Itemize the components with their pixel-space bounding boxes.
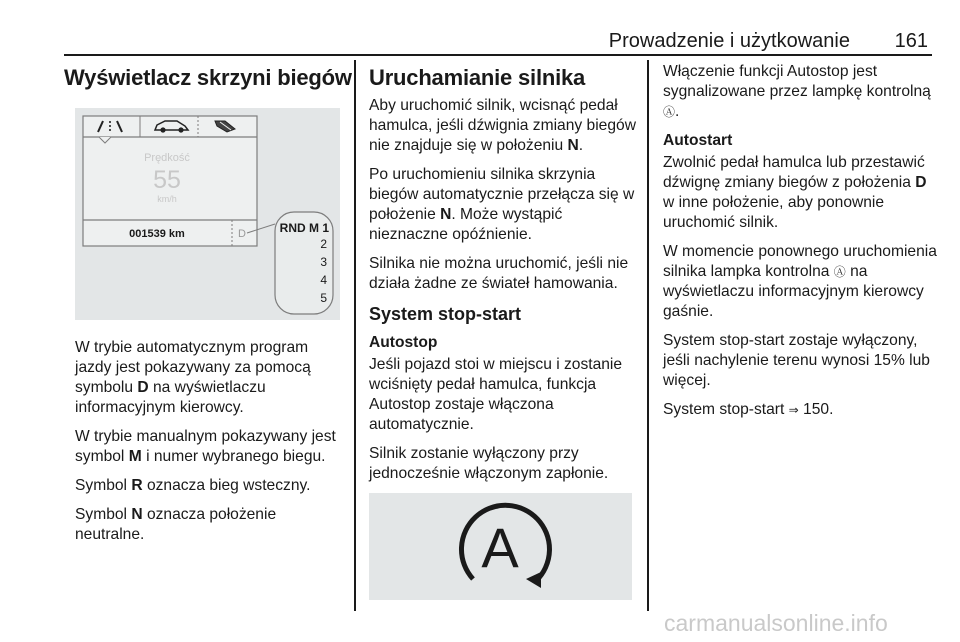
- paragraph-engine-off: Silnik zostanie wyłączony przy jednocześnie włączonym zapłonie.: [369, 445, 609, 482]
- gear-indicator: D: [238, 228, 246, 240]
- page-header-title: Prowadzenie i użytkowanie: [608, 30, 850, 52]
- autostop-lamp-illustration: [369, 493, 632, 600]
- column-1: [64, 62, 352, 554]
- paragraph-brake-lights: Silnika nie można uruchomić, jeśli nie działa żadne ze świateł hamowania.: [369, 255, 629, 292]
- autostop-lamp-icon: Ⓐ: [663, 105, 676, 119]
- watermark: carmanualsonline.info: [664, 610, 888, 636]
- paragraph-manual-mode: W trybie manualnym pokazywany jest symbol M i numer wybranego biegu.: [75, 428, 336, 465]
- paragraph-start-engine: Aby uruchomić silnik, wcisnąć pedał hamulca, jeśli dźwignia zmiany biegów nie znajduje się w położeniu N.: [369, 97, 636, 154]
- minor-heading-autostart: Autostart: [663, 132, 733, 149]
- gear-list-item: 2: [320, 237, 327, 251]
- section-heading-engine-start: Uruchamianie silnika: [369, 65, 586, 90]
- reference-arrow-icon: ⇒: [788, 403, 799, 417]
- minor-heading-autostop: Autostop: [369, 334, 438, 351]
- gear-selector-header: RND M 1: [279, 221, 329, 235]
- paragraph-after-start: Po uruchomieniu silnika skrzynia biegów automatycznie przełącza się w położenie N. Może wystąpić nieznaczne opóźnienie.: [369, 166, 635, 243]
- gear-list-item: 3: [320, 255, 327, 269]
- gearbox-display-illustration: [75, 108, 340, 320]
- autostop-symbol: [369, 493, 632, 600]
- paragraph-slope: System stop-start zostaje wyłączony, jeśli nachylenie terenu wynosi 15% lub więcej.: [663, 332, 930, 389]
- paragraph-reverse: Symbol R oznacza bieg wsteczny.: [75, 477, 311, 494]
- paragraph-neutral: Symbol N oznacza położenie neutralne.: [75, 506, 277, 543]
- page-header: [64, 26, 932, 56]
- column-divider-2: [647, 60, 649, 611]
- column-divider-1: [354, 60, 356, 611]
- column-2: [369, 62, 639, 600]
- instrument-cluster-graphic: [75, 108, 340, 320]
- speed-unit: km/h: [157, 194, 177, 204]
- gear-list-item: 5: [320, 291, 327, 305]
- paragraph-restart-lamp: W momencie ponownego uruchomienia silnika lampka kontrolna Ⓐ na wyświetlaczu informacyjnym kierowcy gaśnie.: [663, 243, 937, 320]
- gear-list-item: 4: [320, 273, 327, 287]
- odometer-readout: 001539 km: [129, 228, 185, 240]
- paragraph-autostop: Jeśli pojazd stoi w miejscu i zostanie wciśnięty pedał hamulca, funkcja Autostop zostaje włączona automatycznie.: [369, 356, 623, 433]
- autostop-lamp-icon: Ⓐ: [833, 265, 846, 279]
- paragraph-auto-mode: W trybie automatycznym program jazdy jest pokazywany za pomocą symbolu D na wyświetlaczu informacyjnym kierowcy.: [75, 339, 311, 416]
- cross-reference[interactable]: System stop-start ⇒ 150.: [663, 401, 834, 418]
- column-3: [663, 62, 938, 429]
- subheading-stop-start: System stop-start: [369, 304, 522, 324]
- section-heading-gearbox-display: Wyświetlacz skrzyni biegów: [64, 65, 352, 90]
- paragraph-autostart: Zwolnić pedał hamulca lub przestawić dźwignę zmiany biegów z położenia D w inne położenie, aby ponownie uruchomić silnik.: [663, 154, 927, 231]
- autostop-letter: A: [481, 516, 519, 579]
- speed-label: Prędkość: [144, 152, 190, 164]
- speed-value: 55: [153, 166, 181, 194]
- paragraph-autostop-indicator: Włączenie funkcji Autostop jest sygnalizowane przez lampkę kontrolną Ⓐ.: [663, 63, 931, 120]
- page-number: 161: [894, 30, 928, 52]
- header-rule: [64, 54, 932, 56]
